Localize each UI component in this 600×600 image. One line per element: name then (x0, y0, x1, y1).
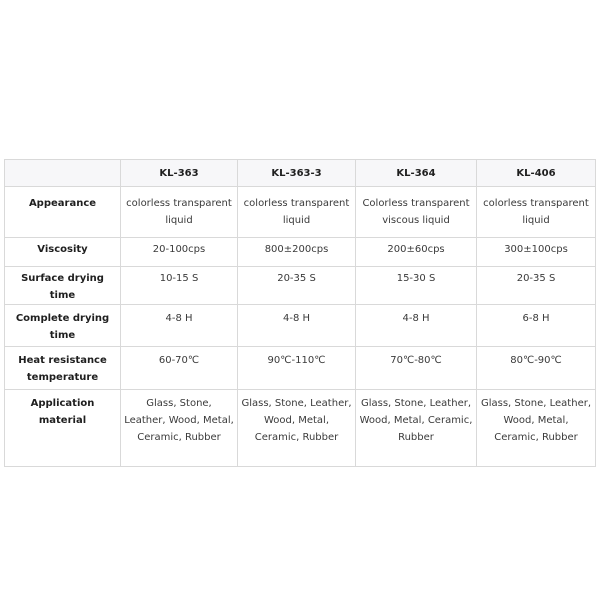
row-label: Complete drying time (5, 305, 121, 347)
header-cell-corner (5, 160, 121, 187)
row-label: Surface drying time (5, 267, 121, 305)
header-cell-kl-364: KL-364 (356, 160, 477, 187)
table-cell: 4-8 H (356, 305, 477, 347)
table-cell: 20-35 S (238, 267, 356, 305)
table-cell: 4-8 H (121, 305, 238, 347)
table-cell: 300±100cps (477, 238, 596, 267)
table-cell: 10-15 S (121, 267, 238, 305)
table-cell: 20-100cps (121, 238, 238, 267)
table-cell: 4-8 H (238, 305, 356, 347)
table-cell: Glass, Stone, Leather, Wood, Metal, Ceramic, Rubber (238, 390, 356, 467)
table-cell: 70℃-80℃ (356, 347, 477, 390)
table-row (5, 187, 596, 238)
table-row (5, 347, 596, 390)
table-cell: 60-70℃ (121, 347, 238, 390)
header-cell-kl-406: KL-406 (477, 160, 596, 187)
table-header-row (5, 160, 596, 187)
table-cell: Glass, Stone, Leather, Wood, Metal, Ceramic, Rubber (121, 390, 238, 467)
table-cell: 15-30 S (356, 267, 477, 305)
table-cell: 200±60cps (356, 238, 477, 267)
table-cell: 800±200cps (238, 238, 356, 267)
spec-table (4, 159, 596, 467)
table-cell: Glass, Stone, Leather, Wood, Metal, Ceramic, Rubber (477, 390, 596, 467)
table-cell: 20-35 S (477, 267, 596, 305)
table-row (5, 390, 596, 467)
table-cell: Glass, Stone, Leather, Wood, Metal, Ceramic, Rubber (356, 390, 477, 467)
table-cell: 6-8 H (477, 305, 596, 347)
table-cell: colorless transparent liquid (121, 187, 238, 238)
table-row (5, 238, 596, 267)
row-label: Application material (5, 390, 121, 467)
table-cell: colorless transparent liquid (477, 187, 596, 238)
table-cell: 90℃-110℃ (238, 347, 356, 390)
table-cell: Colorless transparent viscous liquid (356, 187, 477, 238)
header-cell-kl-363-3: KL-363-3 (238, 160, 356, 187)
table-cell: colorless transparent liquid (238, 187, 356, 238)
row-label: Heat resistance temperature (5, 347, 121, 390)
row-label: Viscosity (5, 238, 121, 267)
table-row (5, 267, 596, 305)
header-cell-kl-363: KL-363 (121, 160, 238, 187)
table-row (5, 305, 596, 347)
table-cell: 80℃-90℃ (477, 347, 596, 390)
row-label: Appearance (5, 187, 121, 238)
